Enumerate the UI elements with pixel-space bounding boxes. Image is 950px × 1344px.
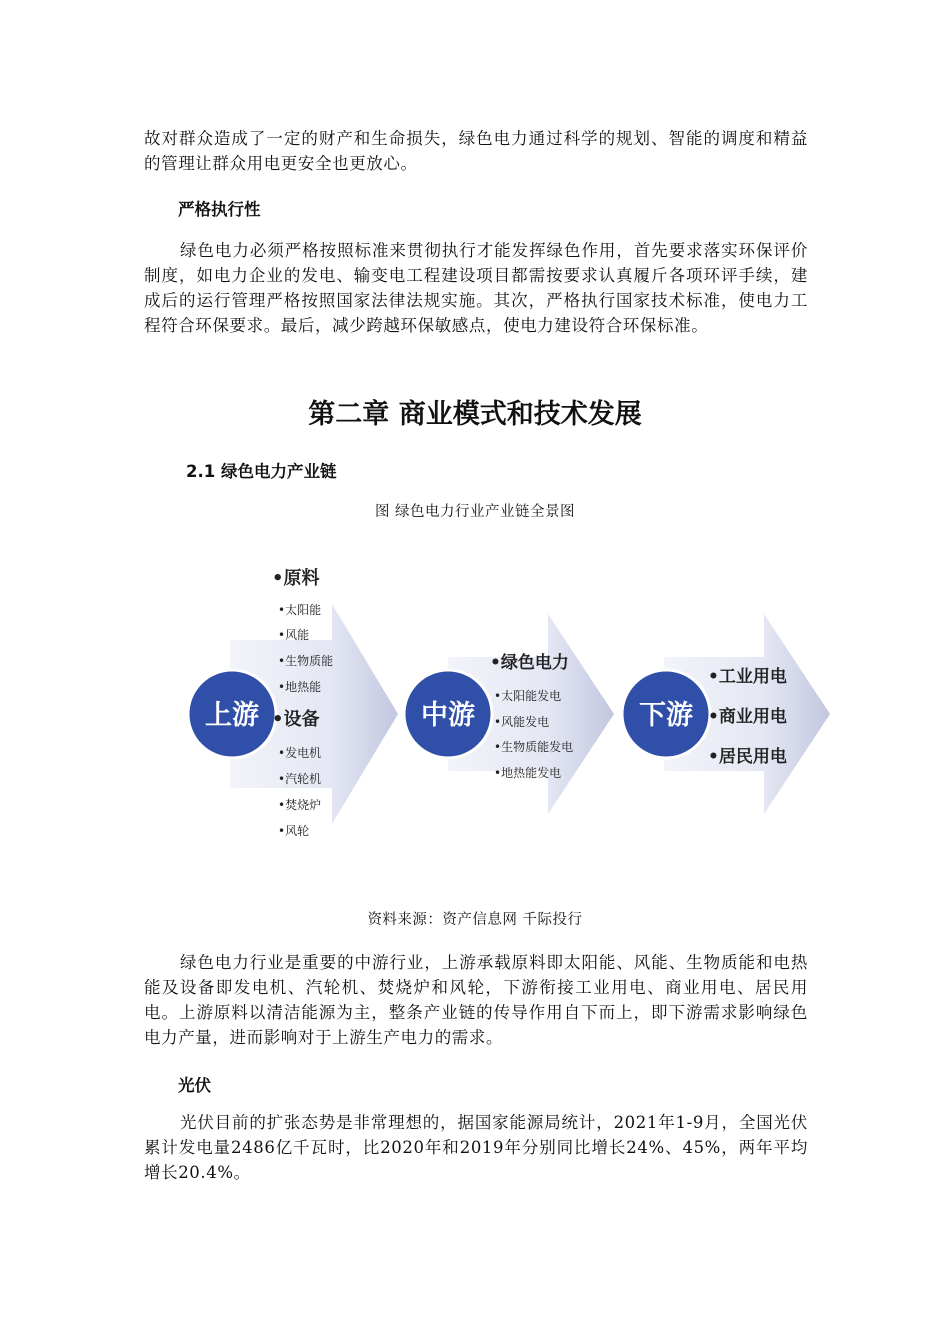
paragraph-intro: 故对群众造成了一定的财产和生命损失，绿色电力通过科学的规划、智能的调度和精益的管理让群众用电更安全也更放心。 bbox=[144, 129, 808, 173]
heading-photovoltaic: 光伏 bbox=[178, 1076, 211, 1095]
industry-chain-diagram bbox=[186, 552, 836, 848]
upstream-raw-materials: •原料 bbox=[272, 568, 320, 589]
section-title: 2.1 绿色电力产业链 bbox=[186, 462, 337, 481]
upstream-material-item: •风能 bbox=[278, 628, 310, 642]
midstream-item: •太阳能发电 bbox=[494, 689, 562, 703]
midstream-item: •生物质能发电 bbox=[494, 740, 574, 754]
paragraph-photovoltaic: 光伏目前的扩张态势是非常理想的，据国家能源局统计，2021年1-9月，全国光伏累计发电量2486亿千瓦时，比2020年和2019年分别同比增长24%、45%，两年平均增长20.4%。 bbox=[144, 1113, 808, 1182]
midstream-label: 中游 bbox=[421, 700, 475, 731]
downstream-item: •工业用电 bbox=[708, 667, 787, 687]
downstream-item: •居民用电 bbox=[708, 747, 787, 767]
downstream-item: •商业用电 bbox=[708, 707, 787, 727]
upstream-equipment-item: •风轮 bbox=[278, 824, 310, 838]
paragraph-strict-execution: 绿色电力必须严格按照标准来贯彻执行才能发挥绿色作用，首先要求落实环保评价制度，如电力企业的发电、输变电工程建设项目都需按要求认真履斤各项环评手续，建成后的运行管理严格按照国家法律法规实施。其次，严格执行国家技术标准，使电力工程符合环保要求。最后，减少跨越环保敏感点，使电力建设符合环保标准。 bbox=[144, 241, 808, 335]
midstream-item: •风能发电 bbox=[494, 715, 550, 729]
upstream-material-item: •太阳能 bbox=[278, 603, 322, 617]
upstream-equipment-item: •焚烧炉 bbox=[278, 798, 322, 812]
midstream-item: •地热能发电 bbox=[494, 766, 562, 780]
downstream-label: 下游 bbox=[639, 700, 693, 731]
midstream-green-power: •绿色电力 bbox=[490, 653, 569, 673]
upstream-equipment: •设备 bbox=[272, 709, 320, 730]
upstream-equipment-item: •汽轮机 bbox=[278, 772, 322, 786]
upstream-equipment-item: •发电机 bbox=[278, 746, 322, 760]
upstream-material-item: •地热能 bbox=[278, 680, 322, 694]
chapter-title: 第二章 商业模式和技术发展 bbox=[308, 399, 642, 430]
upstream-material-item: •生物质能 bbox=[278, 654, 334, 668]
paragraph-industry-chain: 绿色电力行业是重要的中游行业，上游承载原料即太阳能、风能、生物质能和电热能及设备即发电机、汽轮机、焚烧炉和风轮，下游衔接工业用电、商业用电、居民用电。上游原料以清洁能源为主，整条产业链的传导作用自下而上，即下游需求影响绿色电力产量，进而影响对于上游生产电力的需求。 bbox=[144, 953, 808, 1047]
heading-strict-execution: 严格执行性 bbox=[178, 200, 261, 219]
upstream-label: 上游 bbox=[205, 700, 259, 731]
figure-source: 资料来源：资产信息网 千际投行 bbox=[367, 912, 583, 928]
figure-caption: 图 绿色电力行业产业链全景图 bbox=[374, 504, 576, 520]
